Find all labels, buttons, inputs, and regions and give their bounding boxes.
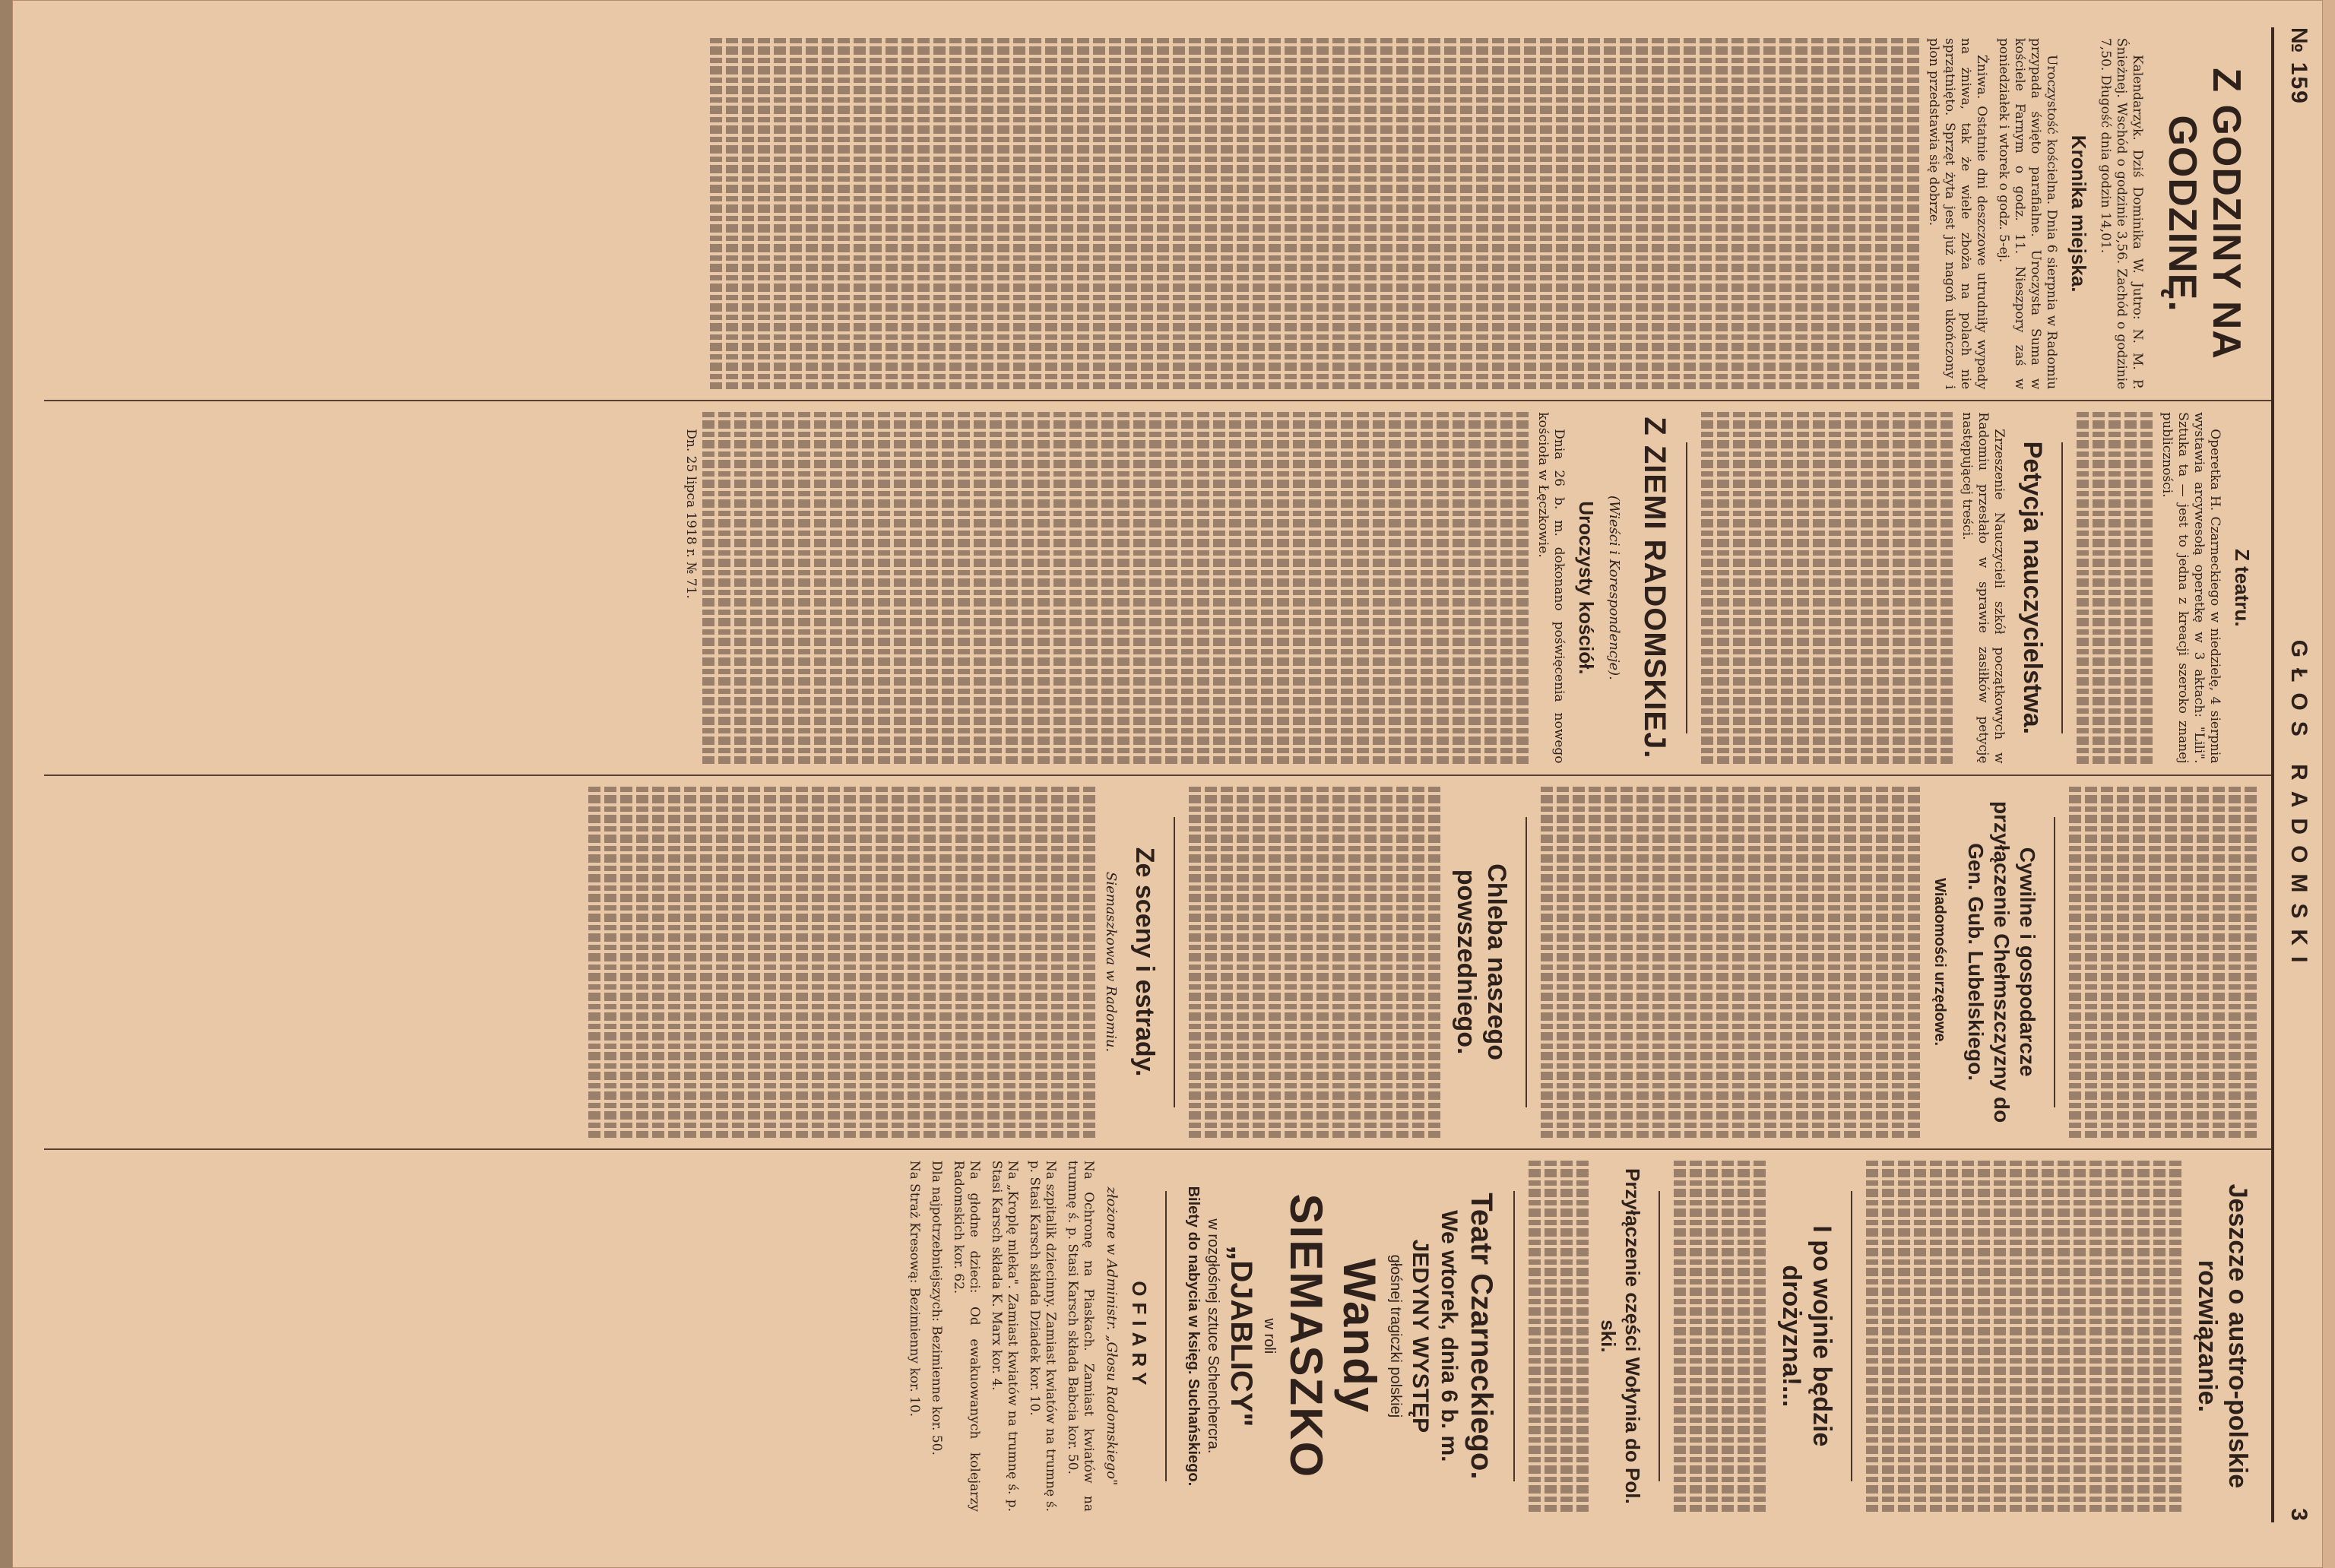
donation-item: Dla najpotrzebniejszych: Bezimienne kor. 50. [929, 1160, 944, 1456]
ad-star-name: Wandy SIEMASZKO [1281, 1193, 1385, 1479]
wolyn-title: Przyłączenie części Wołynia do Pol. ski. [1597, 1168, 1644, 1504]
chelm-title: Cywilne i gospodarcze przyłączenie Chełmszczyzny do Gen. Gub. Lubelskiego. [1964, 800, 2039, 1123]
masthead [2271, 27, 2323, 1522]
donation-item: Na „Kroplę mleka". Zamiast kwiatów na trumnę ś. p. Stasi Karsch składa K. Marx kor. 4. [989, 1160, 1020, 1512]
donations-section [906, 1161, 1152, 1512]
donation-item: Na Straż Kresową: Bezimienny kor. 10. [907, 1160, 922, 1418]
ad-role: w roli [1261, 1318, 1278, 1354]
ad-play-title: „DJABLICY" [1225, 1245, 1258, 1427]
article-body [710, 38, 1919, 389]
page-number: 3 [2286, 1508, 2311, 1522]
newspaper-title: GŁOS RADOMSKI [2286, 639, 2311, 974]
region-subtitle: (Wieści i Korespondencje). [1606, 495, 1622, 680]
theatre-name: Teatr Czarneckiego. [1465, 1193, 1498, 1480]
donation-item: Na Ochronę na Piaskach. Zamiast kwiatów na trumnę ś. p. Stasi Karsch składa Babcia kor. 50. [1065, 1160, 1096, 1512]
calendar-text: Kalendarzyk. Dziś Dominika W. Jutro: N. M. P. Śnieżnej. Wschód o godzinie 3,56. Zachód o godzinie 7,50. Długość dnia godzin 14,01. [2098, 38, 2145, 390]
ad-only-performance: JEDYNY WYSTĘP [1408, 1239, 1433, 1433]
donation-item: Na szpitalik dziecinny. Zamiast kwiatów na trumnę ś. p. Stasi Karsch składa Dziadek kor. 10. [1027, 1160, 1058, 1512]
bread-title: Chleba naszego powszedniego. [1452, 863, 1511, 1061]
ad-tickets: Bilety do nabycia w księg. Suchańskiego. [1185, 1186, 1202, 1487]
ad-tragedienne: głośnej tragiczki polskiej [1387, 1254, 1404, 1418]
church-heading: Uroczysty kościół. [1575, 501, 1598, 675]
scene-subtitle: Siemaszkowa w Radomiu. [1103, 872, 1119, 1053]
donations-subtitle: złożone w Administr. „Głosu Radomskiego" [1104, 1186, 1120, 1486]
petition-title: Petycja nauczycielstwa. [2018, 441, 2047, 735]
austro-polish-title: Jeszcze o austro-polskie rozwiązanie. [2193, 1183, 2252, 1489]
donation-item: Na głodne dzieci: Od ewakuowanych kolejarzy Radomskich kor. 62. [951, 1160, 982, 1512]
theatre-advertisement [1183, 1161, 1500, 1512]
scene-title: Ze sceny i estrady. [1130, 847, 1159, 1077]
columns [44, 27, 2271, 1522]
church-text: Dnia 26 b. m. dokonano poświęcenia nowego kościoła w Łęczkowie. [1535, 412, 1567, 764]
column-1 [44, 27, 2271, 401]
after-war-title: I po wojnie będzie drożyzna!... [1777, 1225, 1836, 1447]
column-2 [44, 401, 2271, 775]
petition-text: Zrzeszenie Nauczycieli szkół początkowych w Radomiu przesłało w sprawie zasiłków petycję następującej treści. [1960, 412, 2007, 764]
chronicle-heading: Kronika miejska. [2067, 135, 2090, 293]
theatre-heading: Z teatru. [2231, 549, 2254, 627]
column-4 [44, 1150, 2271, 1522]
ad-author: w rozgłośnej sztuce Schenchercra. [1205, 1218, 1221, 1454]
official-news-heading: Wiadomości urzędowe. [1931, 878, 1948, 1047]
chronicle-text: Uroczystość kościelna. Dnia 6 sierpnia w Radomiu przypada święto parafialne. Uroczysta Suma w kościele Farnym o godz. 11. Nieszpory zaś w poniedziałek i wtorek o godz. 5-ej. [1996, 38, 2059, 390]
theatre-text: Operetka H. Czarneckiego w niedzielę, 4 sierpnia wystawia arcywesołą operetkę w 3 aktach: "Lili". Sztuka ta — jest to jedna z kreacji szeroko znanej publiczności. [2159, 412, 2223, 764]
section-title: Z GODZINY NA GODZINĘ. [2160, 68, 2248, 360]
ad-date: We wtorek, dnia 6 b. m. [1437, 1210, 1462, 1462]
issue-number: № 159 [2286, 27, 2311, 105]
donations-title: OFIARY [1128, 1281, 1151, 1392]
column-3 [44, 776, 2271, 1150]
region-title: Z ZIEMI RADOMSKIEJ. [1638, 417, 1671, 759]
decree-date: Dn. 25 lipca 1918 r. № 71. [683, 429, 699, 599]
harvest-text: Żniwa. Ostatnie dni deszczowe utrudniły wypady na żniwa, tak że wiele zboża na polach nie sprzątnięto. Sprzęt żyta jest już nagoń ukończony i plon przedstawia się dobrze. [1926, 38, 1989, 390]
newspaper-page [12, 0, 2323, 1568]
